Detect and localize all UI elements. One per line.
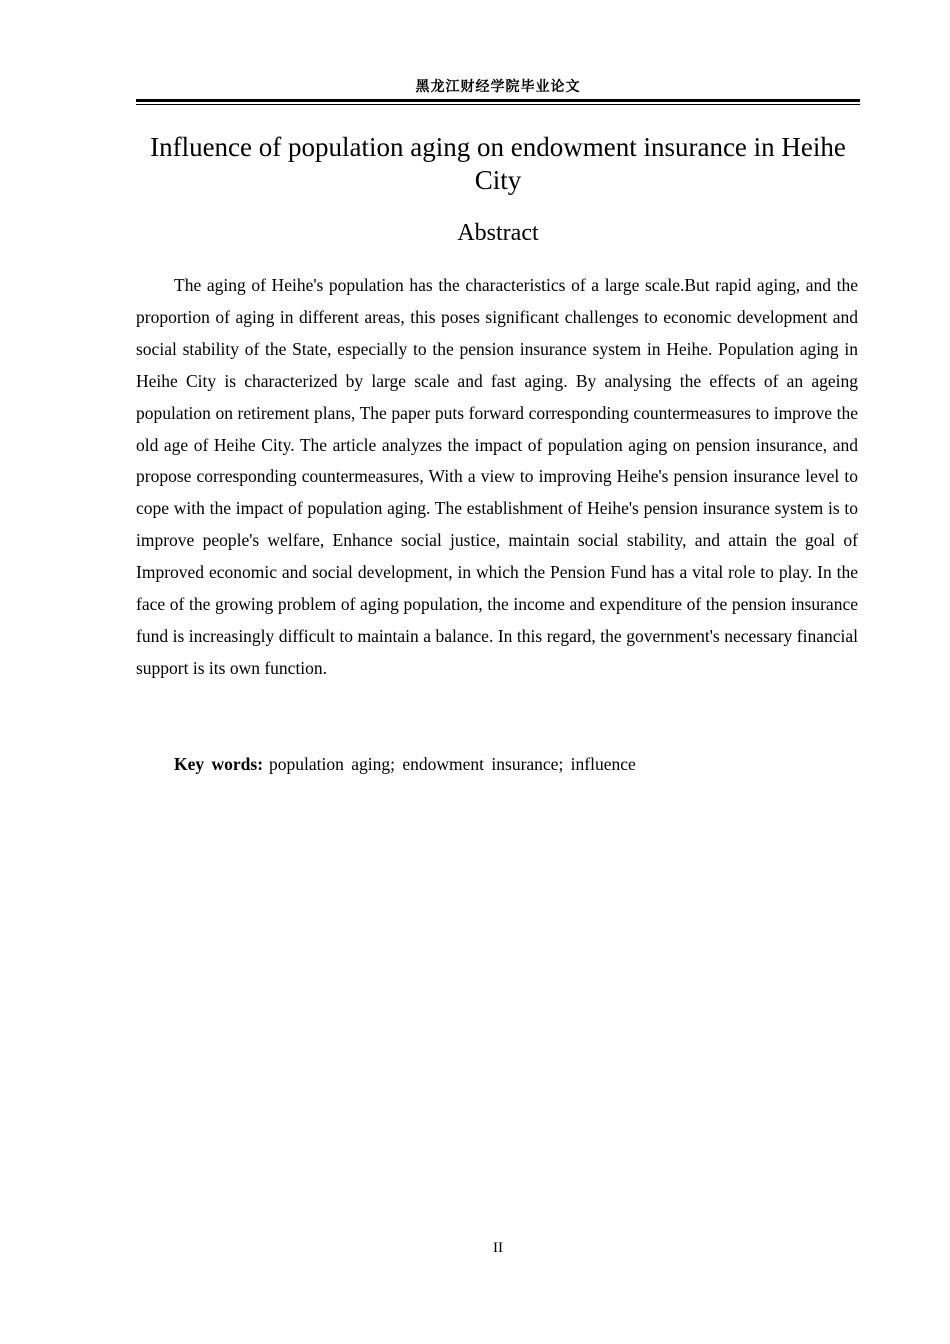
header-rule-thin bbox=[136, 104, 860, 105]
keywords-label: Key words: bbox=[174, 754, 264, 774]
page-number: II bbox=[493, 1240, 503, 1256]
abstract-body: The aging of Heihe's population has the characteristics of a large scale.But rapid aging, and the proportion of aging in different areas, this poses significant challenges to economic development and social stability of the State, especially to the pension insurance system in Heihe. Population aging in Heihe City is characterized by large scale and fast aging. By analysing the effects of an ageing population on retirement plans, The paper puts forward corresponding countermeasures to improve the old age of Heihe City. The article analyzes the impact of population aging on pension insurance, and propose corresponding countermeasures, With a view to improving Heihe's pension insurance level to cope with the impact of population aging. The establishment of Heihe's pension insurance system is to improve people's welfare, Enhance social justice, maintain social stability, and attain the goal of Improved economic and social development, in which the Pension Fund has a vital role to play. In the face of the growing problem of aging population, the income and expenditure of the pension insurance fund is increasingly difficult to maintain a balance. In this regard, the government's necessary financial support is its own function. bbox=[136, 275, 858, 678]
keywords-text: population aging; endowment insurance; influence bbox=[269, 754, 636, 774]
header-rule-thick bbox=[136, 99, 860, 102]
keywords-line bbox=[174, 749, 860, 781]
paper-title: Influence of population aging on endowment insurance in Heihe City bbox=[150, 132, 846, 195]
abstract-heading: Abstract bbox=[457, 220, 539, 246]
running-header: 黑龙江财经学院毕业论文 bbox=[415, 79, 581, 95]
